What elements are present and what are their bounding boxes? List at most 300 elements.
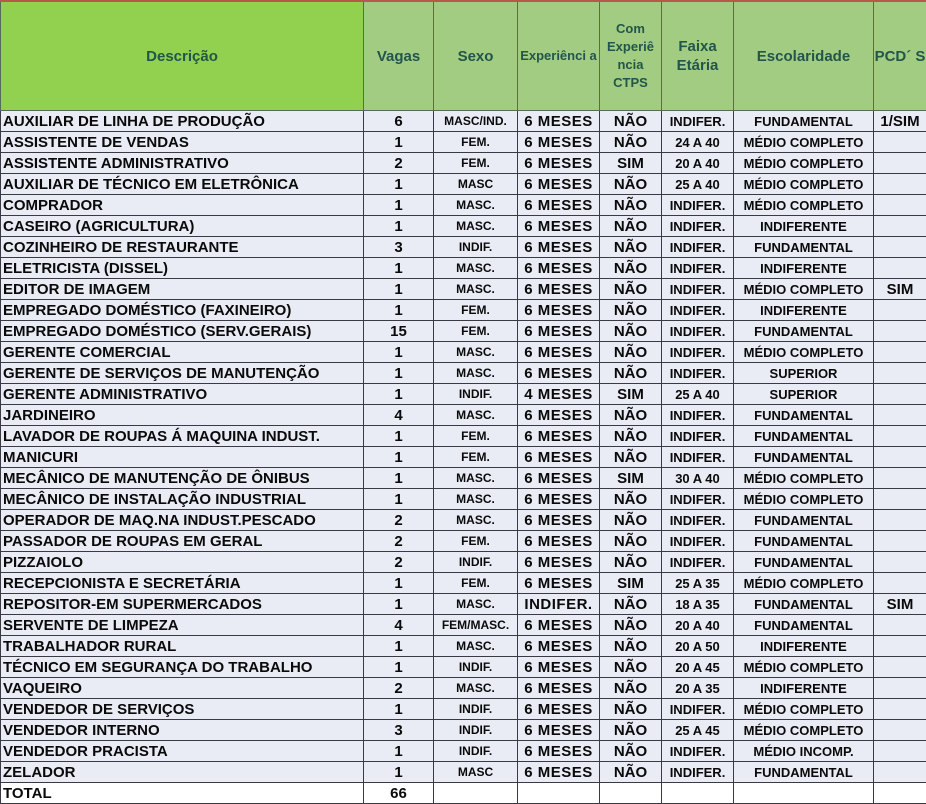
table-row — [1, 594, 926, 615]
cell-pcds — [874, 363, 926, 384]
cell-ctps: NÃO — [600, 678, 662, 699]
cell-descricao: EDITOR DE IMAGEM — [1, 279, 364, 300]
cell-experiencia: 6 MESES — [518, 195, 600, 216]
cell-escolaridade: FUNDAMENTAL — [734, 531, 874, 552]
cell-ctps: NÃO — [600, 699, 662, 720]
cell-sexo: FEM. — [434, 447, 518, 468]
cell-faixa-etaria: 18 A 35 — [662, 594, 734, 615]
table-row — [1, 342, 926, 363]
cell-experiencia: 6 MESES — [518, 132, 600, 153]
cell-experiencia: 6 MESES — [518, 741, 600, 762]
cell-descricao: EMPREGADO DOMÉSTICO (FAXINEIRO) — [1, 300, 364, 321]
cell-experiencia: 6 MESES — [518, 636, 600, 657]
cell-sexo: INDIF. — [434, 720, 518, 741]
cell-escolaridade: FUNDAMENTAL — [734, 762, 874, 783]
cell-vagas: 2 — [364, 510, 434, 531]
cell-faixa-etaria: 25 A 40 — [662, 174, 734, 195]
cell-descricao: GERENTE COMERCIAL — [1, 342, 364, 363]
cell-faixa-etaria: INDIFER. — [662, 699, 734, 720]
cell-vagas: 4 — [364, 405, 434, 426]
cell-descricao: EMPREGADO DOMÉSTICO (SERV.GERAIS) — [1, 321, 364, 342]
cell-vagas: 1 — [364, 447, 434, 468]
cell-vagas: 1 — [364, 342, 434, 363]
cell-pcds — [874, 615, 926, 636]
cell-vagas: 1 — [364, 132, 434, 153]
cell-vagas: 1 — [364, 762, 434, 783]
cell-escolaridade: MÉDIO COMPLETO — [734, 720, 874, 741]
cell-faixa-etaria: INDIFER. — [662, 762, 734, 783]
total-empty-cell — [734, 783, 874, 804]
cell-sexo: MASC. — [434, 279, 518, 300]
cell-sexo: MASC. — [434, 258, 518, 279]
table-row — [1, 132, 926, 153]
header-ctps: Com Experiê ncia CTPS — [600, 1, 662, 111]
cell-faixa-etaria: INDIFER. — [662, 405, 734, 426]
cell-escolaridade: MÉDIO COMPLETO — [734, 489, 874, 510]
cell-descricao: VAQUEIRO — [1, 678, 364, 699]
cell-sexo: MASC. — [434, 363, 518, 384]
cell-ctps: NÃO — [600, 594, 662, 615]
cell-descricao: REPOSITOR-EM SUPERMERCADOS — [1, 594, 364, 615]
cell-pcds — [874, 174, 926, 195]
cell-experiencia: 6 MESES — [518, 405, 600, 426]
cell-escolaridade: FUNDAMENTAL — [734, 447, 874, 468]
cell-descricao: TRABALHADOR RURAL — [1, 636, 364, 657]
cell-ctps: NÃO — [600, 174, 662, 195]
table-row — [1, 153, 926, 174]
cell-ctps: NÃO — [600, 195, 662, 216]
cell-experiencia: 6 MESES — [518, 510, 600, 531]
cell-descricao: MANICURI — [1, 447, 364, 468]
cell-ctps: NÃO — [600, 741, 662, 762]
table-row — [1, 573, 926, 594]
cell-pcds — [874, 552, 926, 573]
cell-faixa-etaria: INDIFER. — [662, 552, 734, 573]
cell-faixa-etaria: INDIFER. — [662, 531, 734, 552]
cell-vagas: 3 — [364, 237, 434, 258]
cell-faixa-etaria: 20 A 45 — [662, 657, 734, 678]
cell-experiencia: 6 MESES — [518, 111, 600, 132]
cell-escolaridade: SUPERIOR — [734, 384, 874, 405]
header-descricao: Descrição — [1, 1, 364, 111]
table-row — [1, 447, 926, 468]
cell-ctps: NÃO — [600, 237, 662, 258]
cell-ctps: NÃO — [600, 216, 662, 237]
cell-pcds — [874, 132, 926, 153]
cell-experiencia: 6 MESES — [518, 237, 600, 258]
cell-descricao: PIZZAIOLO — [1, 552, 364, 573]
cell-sexo: FEM. — [434, 132, 518, 153]
table-row — [1, 405, 926, 426]
cell-ctps: NÃO — [600, 762, 662, 783]
cell-ctps: NÃO — [600, 258, 662, 279]
cell-escolaridade: MÉDIO COMPLETO — [734, 573, 874, 594]
total-empty-cell — [874, 783, 926, 804]
cell-ctps: NÃO — [600, 636, 662, 657]
cell-sexo: MASC. — [434, 510, 518, 531]
cell-escolaridade: MÉDIO COMPLETO — [734, 279, 874, 300]
cell-pcds — [874, 699, 926, 720]
cell-escolaridade: MÉDIO COMPLETO — [734, 342, 874, 363]
cell-experiencia: 6 MESES — [518, 342, 600, 363]
cell-pcds — [874, 258, 926, 279]
cell-ctps: NÃO — [600, 489, 662, 510]
cell-vagas: 1 — [364, 258, 434, 279]
cell-escolaridade: MÉDIO INCOMP. — [734, 741, 874, 762]
cell-escolaridade: MÉDIO COMPLETO — [734, 699, 874, 720]
cell-experiencia: 6 MESES — [518, 174, 600, 195]
table-row — [1, 552, 926, 573]
cell-ctps: NÃO — [600, 615, 662, 636]
cell-ctps: NÃO — [600, 111, 662, 132]
total-empty-cell — [600, 783, 662, 804]
table-row — [1, 720, 926, 741]
cell-vagas: 1 — [364, 384, 434, 405]
cell-vagas: 3 — [364, 720, 434, 741]
table-row — [1, 237, 926, 258]
cell-faixa-etaria: 20 A 40 — [662, 615, 734, 636]
cell-vagas: 1 — [364, 279, 434, 300]
cell-experiencia: 6 MESES — [518, 615, 600, 636]
cell-vagas: 1 — [364, 594, 434, 615]
table-row — [1, 657, 926, 678]
cell-ctps: NÃO — [600, 132, 662, 153]
cell-experiencia: 4 MESES — [518, 384, 600, 405]
cell-descricao: COMPRADOR — [1, 195, 364, 216]
cell-experiencia: 6 MESES — [518, 321, 600, 342]
cell-sexo: INDIF. — [434, 699, 518, 720]
cell-escolaridade: FUNDAMENTAL — [734, 615, 874, 636]
cell-pcds — [874, 510, 926, 531]
cell-experiencia: 6 MESES — [518, 699, 600, 720]
cell-pcds: SIM — [874, 279, 926, 300]
table-row — [1, 195, 926, 216]
cell-sexo: MASC. — [434, 489, 518, 510]
cell-sexo: MASC. — [434, 216, 518, 237]
cell-pcds — [874, 489, 926, 510]
cell-pcds — [874, 153, 926, 174]
cell-descricao: ZELADOR — [1, 762, 364, 783]
cell-sexo: MASC. — [434, 405, 518, 426]
cell-descricao: VENDEDOR INTERNO — [1, 720, 364, 741]
cell-pcds — [874, 678, 926, 699]
cell-descricao: COZINHEIRO DE RESTAURANTE — [1, 237, 364, 258]
header-sexo: Sexo — [434, 1, 518, 111]
cell-pcds — [874, 342, 926, 363]
cell-experiencia: 6 MESES — [518, 153, 600, 174]
cell-escolaridade: INDIFERENTE — [734, 636, 874, 657]
table-row — [1, 258, 926, 279]
cell-descricao: ASSISTENTE DE VENDAS — [1, 132, 364, 153]
cell-escolaridade: FUNDAMENTAL — [734, 405, 874, 426]
cell-faixa-etaria: 25 A 40 — [662, 384, 734, 405]
total-vagas: 66 — [364, 783, 434, 804]
cell-pcds: SIM — [874, 594, 926, 615]
cell-experiencia: 6 MESES — [518, 279, 600, 300]
cell-experiencia: 6 MESES — [518, 468, 600, 489]
cell-vagas: 1 — [364, 195, 434, 216]
cell-pcds — [874, 426, 926, 447]
cell-ctps: NÃO — [600, 720, 662, 741]
cell-descricao: JARDINEIRO — [1, 405, 364, 426]
cell-sexo: MASC. — [434, 342, 518, 363]
cell-experiencia: 6 MESES — [518, 657, 600, 678]
cell-experiencia: 6 MESES — [518, 258, 600, 279]
cell-descricao: OPERADOR DE MAQ.NA INDUST.PESCADO — [1, 510, 364, 531]
cell-experiencia: 6 MESES — [518, 678, 600, 699]
cell-faixa-etaria: INDIFER. — [662, 216, 734, 237]
table-row — [1, 510, 926, 531]
header-escolaridade: Escolaridade — [734, 1, 874, 111]
cell-escolaridade: FUNDAMENTAL — [734, 552, 874, 573]
cell-experiencia: INDIFER. — [518, 594, 600, 615]
table-row — [1, 321, 926, 342]
cell-vagas: 1 — [364, 636, 434, 657]
cell-experiencia: 6 MESES — [518, 363, 600, 384]
cell-pcds — [874, 384, 926, 405]
cell-pcds — [874, 321, 926, 342]
cell-descricao: GERENTE ADMINISTRATIVO — [1, 384, 364, 405]
header-row — [1, 1, 926, 111]
cell-vagas: 1 — [364, 657, 434, 678]
cell-ctps: NÃO — [600, 300, 662, 321]
cell-sexo: MASC. — [434, 678, 518, 699]
cell-escolaridade: MÉDIO COMPLETO — [734, 174, 874, 195]
cell-sexo: MASC. — [434, 195, 518, 216]
table-row — [1, 174, 926, 195]
total-empty-cell — [518, 783, 600, 804]
cell-sexo: INDIF. — [434, 237, 518, 258]
cell-escolaridade: FUNDAMENTAL — [734, 237, 874, 258]
table-row — [1, 699, 926, 720]
cell-faixa-etaria: INDIFER. — [662, 258, 734, 279]
cell-ctps: NÃO — [600, 510, 662, 531]
cell-pcds — [874, 531, 926, 552]
cell-ctps: NÃO — [600, 531, 662, 552]
cell-descricao: CASEIRO (AGRICULTURA) — [1, 216, 364, 237]
cell-pcds — [874, 405, 926, 426]
cell-faixa-etaria: INDIFER. — [662, 237, 734, 258]
cell-ctps: NÃO — [600, 363, 662, 384]
cell-faixa-etaria: 25 A 45 — [662, 720, 734, 741]
cell-ctps: NÃO — [600, 342, 662, 363]
total-label: TOTAL — [1, 783, 364, 804]
cell-descricao: SERVENTE DE LIMPEZA — [1, 615, 364, 636]
cell-vagas: 1 — [364, 489, 434, 510]
cell-vagas: 6 — [364, 111, 434, 132]
cell-pcds — [874, 720, 926, 741]
cell-vagas: 15 — [364, 321, 434, 342]
cell-sexo: INDIF. — [434, 741, 518, 762]
cell-vagas: 1 — [364, 174, 434, 195]
cell-pcds — [874, 237, 926, 258]
cell-pcds: 1/SIM — [874, 111, 926, 132]
cell-vagas: 4 — [364, 615, 434, 636]
table-row — [1, 300, 926, 321]
header-vagas: Vagas — [364, 1, 434, 111]
cell-escolaridade: MÉDIO COMPLETO — [734, 132, 874, 153]
table-row — [1, 489, 926, 510]
cell-vagas: 1 — [364, 468, 434, 489]
cell-ctps: SIM — [600, 468, 662, 489]
cell-sexo: MASC. — [434, 594, 518, 615]
cell-ctps: SIM — [600, 573, 662, 594]
cell-faixa-etaria: INDIFER. — [662, 342, 734, 363]
table-row — [1, 111, 926, 132]
cell-ctps: SIM — [600, 153, 662, 174]
cell-faixa-etaria: 25 A 35 — [662, 573, 734, 594]
cell-pcds — [874, 636, 926, 657]
cell-experiencia: 6 MESES — [518, 552, 600, 573]
cell-experiencia: 6 MESES — [518, 447, 600, 468]
cell-faixa-etaria: INDIFER. — [662, 279, 734, 300]
cell-ctps: NÃO — [600, 279, 662, 300]
cell-faixa-etaria: 20 A 40 — [662, 153, 734, 174]
cell-experiencia: 6 MESES — [518, 216, 600, 237]
cell-faixa-etaria: INDIFER. — [662, 195, 734, 216]
cell-vagas: 2 — [364, 678, 434, 699]
cell-faixa-etaria: INDIFER. — [662, 426, 734, 447]
table-row — [1, 216, 926, 237]
total-empty-cell — [434, 783, 518, 804]
cell-escolaridade: INDIFERENTE — [734, 216, 874, 237]
cell-pcds — [874, 447, 926, 468]
cell-faixa-etaria: 20 A 35 — [662, 678, 734, 699]
cell-experiencia: 6 MESES — [518, 300, 600, 321]
cell-vagas: 1 — [364, 741, 434, 762]
cell-vagas: 1 — [364, 699, 434, 720]
cell-sexo: MASC — [434, 174, 518, 195]
table-row — [1, 762, 926, 783]
cell-descricao: TÉCNICO EM SEGURANÇA DO TRABALHO — [1, 657, 364, 678]
cell-experiencia: 6 MESES — [518, 720, 600, 741]
table-row — [1, 468, 926, 489]
cell-escolaridade: MÉDIO COMPLETO — [734, 195, 874, 216]
cell-escolaridade: FUNDAMENTAL — [734, 111, 874, 132]
cell-sexo: FEM/MASC. — [434, 615, 518, 636]
cell-ctps: NÃO — [600, 552, 662, 573]
cell-sexo: INDIF. — [434, 552, 518, 573]
table-row — [1, 279, 926, 300]
cell-escolaridade: MÉDIO COMPLETO — [734, 153, 874, 174]
cell-descricao: GERENTE DE SERVIÇOS DE MANUTENÇÃO — [1, 363, 364, 384]
cell-pcds — [874, 573, 926, 594]
cell-pcds — [874, 216, 926, 237]
cell-sexo: FEM. — [434, 531, 518, 552]
cell-vagas: 2 — [364, 153, 434, 174]
cell-escolaridade: FUNDAMENTAL — [734, 510, 874, 531]
cell-pcds — [874, 657, 926, 678]
cell-descricao: LAVADOR DE ROUPAS Á MAQUINA INDUST. — [1, 426, 364, 447]
cell-sexo: FEM. — [434, 573, 518, 594]
cell-vagas: 1 — [364, 300, 434, 321]
cell-ctps: NÃO — [600, 426, 662, 447]
cell-sexo: MASC/IND. — [434, 111, 518, 132]
cell-pcds — [874, 300, 926, 321]
cell-faixa-etaria: INDIFER. — [662, 510, 734, 531]
cell-faixa-etaria: INDIFER. — [662, 111, 734, 132]
cell-descricao: MECÂNICO DE MANUTENÇÃO DE ÔNIBUS — [1, 468, 364, 489]
cell-escolaridade: INDIFERENTE — [734, 678, 874, 699]
cell-sexo: FEM. — [434, 300, 518, 321]
cell-faixa-etaria: 24 A 40 — [662, 132, 734, 153]
table-row — [1, 384, 926, 405]
cell-descricao: AUXILIAR DE LINHA DE PRODUÇÃO — [1, 111, 364, 132]
table-row — [1, 636, 926, 657]
cell-faixa-etaria: 20 A 50 — [662, 636, 734, 657]
cell-sexo: INDIF. — [434, 384, 518, 405]
cell-ctps: NÃO — [600, 405, 662, 426]
cell-escolaridade: FUNDAMENTAL — [734, 321, 874, 342]
table-row — [1, 741, 926, 762]
cell-vagas: 2 — [364, 552, 434, 573]
cell-faixa-etaria: INDIFER. — [662, 300, 734, 321]
total-row — [1, 783, 926, 804]
cell-sexo: FEM. — [434, 153, 518, 174]
cell-escolaridade: INDIFERENTE — [734, 258, 874, 279]
cell-sexo: INDIF. — [434, 657, 518, 678]
table-row — [1, 678, 926, 699]
cell-descricao: MECÂNICO DE INSTALAÇÃO INDUSTRIAL — [1, 489, 364, 510]
cell-escolaridade: MÉDIO COMPLETO — [734, 468, 874, 489]
cell-pcds — [874, 195, 926, 216]
cell-pcds — [874, 762, 926, 783]
cell-descricao: AUXILIAR DE TÉCNICO EM ELETRÔNICA — [1, 174, 364, 195]
cell-sexo: FEM. — [434, 321, 518, 342]
cell-faixa-etaria: INDIFER. — [662, 489, 734, 510]
cell-faixa-etaria: 30 A 40 — [662, 468, 734, 489]
cell-faixa-etaria: INDIFER. — [662, 741, 734, 762]
cell-descricao: VENDEDOR PRACISTA — [1, 741, 364, 762]
cell-experiencia: 6 MESES — [518, 573, 600, 594]
cell-ctps: NÃO — [600, 447, 662, 468]
table-row — [1, 363, 926, 384]
cell-faixa-etaria: INDIFER. — [662, 447, 734, 468]
cell-experiencia: 6 MESES — [518, 531, 600, 552]
cell-escolaridade: FUNDAMENTAL — [734, 426, 874, 447]
cell-sexo: MASC. — [434, 468, 518, 489]
table-row — [1, 426, 926, 447]
cell-escolaridade: MÉDIO COMPLETO — [734, 657, 874, 678]
cell-experiencia: 6 MESES — [518, 426, 600, 447]
total-empty-cell — [662, 783, 734, 804]
cell-escolaridade: SUPERIOR — [734, 363, 874, 384]
cell-descricao: PASSADOR DE ROUPAS EM GERAL — [1, 531, 364, 552]
cell-faixa-etaria: INDIFER. — [662, 321, 734, 342]
cell-ctps: NÃO — [600, 321, 662, 342]
cell-vagas: 1 — [364, 573, 434, 594]
cell-pcds — [874, 468, 926, 489]
cell-experiencia: 6 MESES — [518, 489, 600, 510]
cell-ctps: SIM — [600, 384, 662, 405]
header-pcds: PCD´ S — [874, 1, 926, 111]
cell-experiencia: 6 MESES — [518, 762, 600, 783]
cell-descricao: VENDEDOR DE SERVIÇOS — [1, 699, 364, 720]
cell-escolaridade: FUNDAMENTAL — [734, 594, 874, 615]
table-row — [1, 615, 926, 636]
cell-descricao: RECEPCIONISTA E SECRETÁRIA — [1, 573, 364, 594]
cell-sexo: MASC. — [434, 636, 518, 657]
cell-sexo: FEM. — [434, 426, 518, 447]
cell-vagas: 1 — [364, 426, 434, 447]
cell-escolaridade: INDIFERENTE — [734, 300, 874, 321]
cell-ctps: NÃO — [600, 657, 662, 678]
cell-sexo: MASC — [434, 762, 518, 783]
cell-vagas: 1 — [364, 216, 434, 237]
cell-descricao: ELETRICISTA (DISSEL) — [1, 258, 364, 279]
cell-vagas: 1 — [364, 363, 434, 384]
cell-faixa-etaria: INDIFER. — [662, 363, 734, 384]
